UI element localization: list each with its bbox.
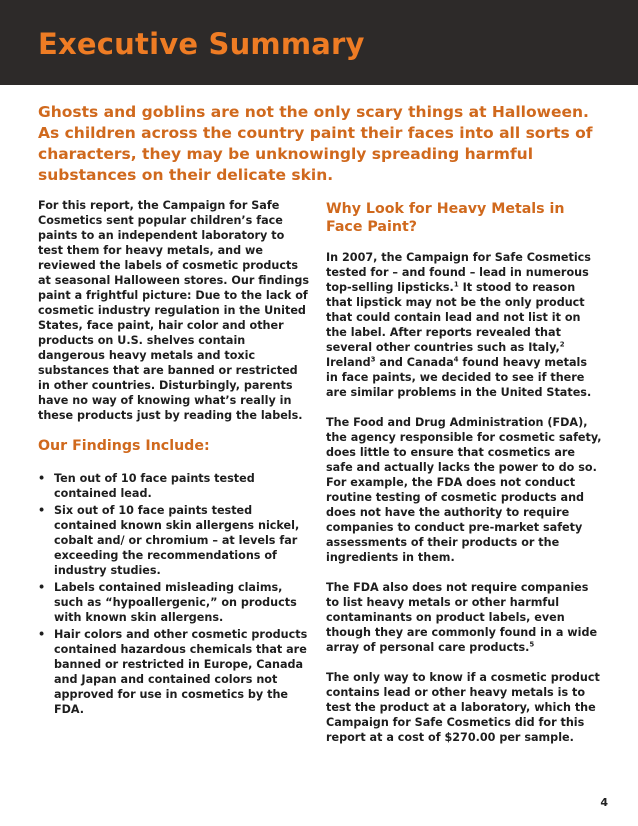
finding-item [38, 627, 313, 717]
finding-text: Labels contained misleading claims, such as “hypoallergenic,” on products with known skin allergens. [54, 581, 297, 624]
text-span: and Canada [375, 356, 454, 369]
right-column [326, 198, 602, 745]
bullet-icon: • [38, 472, 46, 485]
header-banner [0, 0, 638, 85]
text-span: The FDA also does not require companies to list heavy metals or other harmful contaminants on product labels, even though they are commonly found in a wide array of personal care products. [326, 581, 598, 654]
page-number: 4 [600, 796, 608, 809]
finding-item [38, 503, 313, 578]
findings-list [38, 471, 313, 717]
bullet-icon: • [38, 504, 46, 517]
bullet-icon: • [38, 628, 46, 641]
testing-paragraph: The only way to know if a cosmetic product contains lead or other heavy metals is to test the product at a laboratory, which the Campaign for Safe Cosmetics did for this report at a cost of $270.00 per sample. [326, 671, 600, 744]
text-span: It stood to reason that lipstick may not be the only product that could contain lead and not list it on the label. After reports revealed that several other countries such as Italy, [326, 281, 585, 354]
why-heavy-metals-heading: Why Look for Heavy Metals in Face Paint? [326, 201, 565, 235]
labeling-paragraph [326, 580, 602, 655]
text-span: In 2007, the Campaign for Safe Cosmetics tested for – and found – lead in numerous top-selling lipsticks. [326, 251, 591, 294]
footnote-ref: 3 [370, 355, 376, 364]
finding-text: Hair colors and other cosmetic products contained hazardous chemicals that are banned or restricted in Europe, Canada and Japan and contained colors not approved for use in cosmetics by the FDA. [54, 628, 308, 716]
finding-text: Six out of 10 face paints tested contained known skin allergens nickel, cobalt and/ or chromium – at levels far exceeding the recommendations of industry studies. [54, 504, 300, 577]
finding-item [38, 471, 313, 501]
intro-paragraph: Ghosts and goblins are not the only scary things at Halloween. As children across the country paint their faces into all sorts of characters, they may be unknowingly spreading harmful substances on their delicate skin. [38, 103, 593, 184]
footnote-ref: 5 [529, 640, 535, 649]
footnote-ref: 2 [559, 340, 565, 349]
finding-text: Ten out of 10 face paints tested contained lead. [54, 472, 255, 500]
finding-item [38, 580, 313, 625]
left-column [38, 198, 313, 719]
footnote-ref: 4 [453, 355, 459, 364]
text-span: found heavy metals in face paints, we decided to see if there are similar problems in the United States. [326, 356, 592, 399]
page-title: Executive Summary [38, 27, 365, 61]
report-overview-paragraph: For this report, the Campaign for Safe Cosmetics sent popular children’s face paints to an independent laboratory to test them for heavy metals, and we reviewed the labels of cosmetic products at seasonal Halloween stores. Our findings paint a frightful picture: Due to the lack of cosmetic industry regulation in the United States, face paint, hair color and other products on U.S. shelves contain dangerous heavy metals and toxic substances that are banned or restricted in other countries. Disturbingly, parents have no way of knowing what’s really in these products just by reading the labels. [38, 199, 310, 422]
bullet-icon: • [38, 581, 46, 594]
footnote-ref: 1 [453, 280, 459, 289]
findings-heading: Our Findings Include: [38, 438, 210, 454]
text-span: Ireland [326, 356, 371, 369]
fda-paragraph: The Food and Drug Administration (FDA), the agency responsible for cosmetic safety, does little to ensure that cosmetics are safe and actually lacks the power to do so. For example, the FDA does not conduct routine testing of cosmetic products and does not have the authority to require companies to conduct pre-market safety assessments of their products or the ingredients in them. [326, 416, 602, 564]
lipstick-paragraph [326, 250, 602, 400]
